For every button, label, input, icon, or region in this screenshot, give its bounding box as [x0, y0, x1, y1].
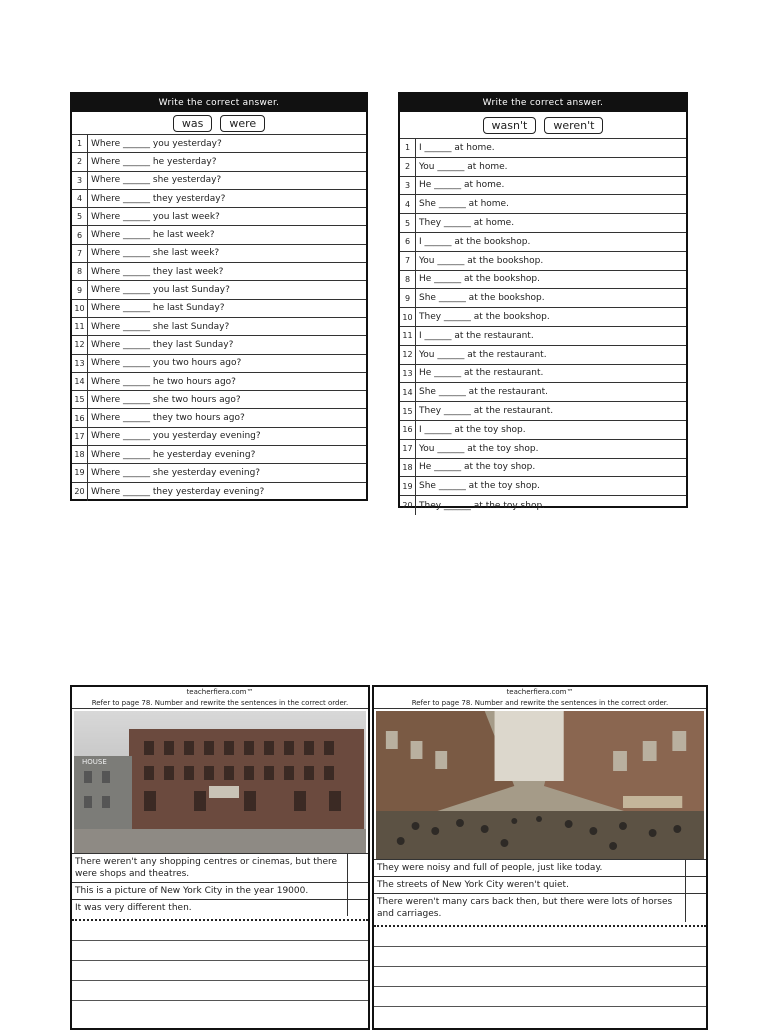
question-number: 1	[400, 139, 416, 157]
question-row	[72, 428, 366, 446]
sentence-row	[72, 882, 368, 899]
question-row	[72, 391, 366, 409]
question-text: Where ______ he last week?	[91, 230, 215, 241]
word-chip-were: were	[220, 115, 265, 132]
question-row	[400, 383, 686, 402]
question-list	[72, 135, 366, 501]
question-number: 3	[72, 172, 88, 189]
question-text: Where ______ you last week?	[91, 211, 220, 222]
sentence-text: The streets of New York City weren't quiet.	[377, 880, 569, 890]
question-row	[72, 483, 366, 501]
sentence-text: It was very different then.	[75, 903, 192, 913]
question-row	[400, 139, 686, 158]
sentence-list	[374, 859, 706, 922]
question-number: 8	[400, 271, 416, 289]
question-text: Where ______ she two hours ago?	[91, 394, 241, 405]
question-text: Where ______ they two hours ago?	[91, 413, 245, 424]
question-number: 18	[72, 446, 88, 463]
word-chip-werent: weren't	[544, 117, 603, 134]
house-sign: HOUSE	[82, 758, 107, 766]
question-row	[72, 208, 366, 226]
question-row	[72, 281, 366, 299]
site-name: teacherfiera.com™	[186, 688, 254, 696]
question-text: He ______ at home.	[419, 180, 505, 191]
question-number: 12	[72, 336, 88, 353]
question-text: Where ______ you two hours ago?	[91, 358, 242, 369]
question-number: 7	[400, 252, 416, 270]
question-number: 16	[72, 409, 88, 426]
question-text: She ______ at home.	[419, 199, 509, 210]
site-name: teacherfiera.com™	[506, 688, 574, 696]
question-number: 7	[72, 245, 88, 262]
question-row	[400, 421, 686, 440]
question-text: They ______ at the toy shop.	[419, 500, 546, 511]
question-row	[400, 158, 686, 177]
question-text: Where ______ they yesterday evening?	[91, 486, 265, 497]
question-row	[72, 336, 366, 354]
instruction: Refer to page 78. Number and rewrite the sentences in the correct order.	[374, 698, 706, 709]
number-answer-box[interactable]	[685, 860, 706, 876]
writing-lines	[374, 927, 706, 1007]
question-text: They ______ at home.	[419, 218, 515, 229]
question-number: 17	[72, 428, 88, 445]
question-list	[400, 139, 686, 515]
question-row	[72, 300, 366, 318]
question-number: 17	[400, 440, 416, 458]
question-number: 16	[400, 421, 416, 439]
question-number: 2	[72, 153, 88, 170]
question-row	[400, 365, 686, 384]
question-row	[72, 355, 366, 373]
sentence-list	[72, 853, 368, 916]
question-row	[72, 409, 366, 427]
word-choices	[400, 112, 686, 139]
question-row	[400, 459, 686, 478]
question-text: Where ______ she last week?	[91, 248, 220, 259]
word-chip-wasnt: wasn't	[483, 117, 537, 134]
question-row	[400, 477, 686, 496]
question-text: Where ______ she yesterday?	[91, 175, 222, 186]
sentence-text: They were noisy and full of people, just like today.	[377, 863, 603, 873]
question-text: Where ______ they last week?	[91, 266, 224, 277]
question-row	[400, 195, 686, 214]
question-text: Where ______ you yesterday?	[91, 138, 222, 149]
question-row	[400, 233, 686, 252]
question-number: 11	[72, 318, 88, 335]
question-number: 11	[400, 327, 416, 345]
question-number: 20	[400, 496, 416, 515]
sentence-text: There weren't any shopping centres or cinemas, but there were shops and theatres.	[75, 857, 338, 879]
question-row	[400, 327, 686, 346]
question-row	[72, 263, 366, 281]
question-number: 13	[400, 365, 416, 383]
question-text: They ______ at the bookshop.	[419, 312, 550, 323]
instruction: Refer to page 78. Number and rewrite the sentences in the correct order.	[72, 698, 368, 709]
question-text: Where ______ she yesterday evening?	[91, 467, 261, 478]
question-text: Where ______ he two hours ago?	[91, 376, 236, 387]
question-number: 10	[72, 300, 88, 317]
question-row	[400, 252, 686, 271]
worksheet-sentence-order-2	[372, 685, 708, 1030]
number-answer-box[interactable]	[347, 883, 368, 899]
worksheet-sentence-order-1	[70, 685, 370, 1030]
question-text: I ______ at the restaurant.	[419, 330, 534, 341]
question-text: He ______ at the restaurant.	[419, 368, 544, 379]
sentence-text: This is a picture of New York City in the year 19000.	[75, 886, 309, 896]
question-text: She ______ at the bookshop.	[419, 293, 545, 304]
question-number: 14	[72, 373, 88, 390]
question-text: I ______ at home.	[419, 142, 495, 153]
question-number: 19	[72, 464, 88, 481]
question-number: 4	[72, 190, 88, 207]
worksheet-header: Write the correct answer.	[72, 94, 366, 112]
number-answer-box[interactable]	[347, 900, 368, 916]
question-row	[72, 446, 366, 464]
word-chip-was: was	[173, 115, 212, 132]
question-number: 2	[400, 158, 416, 176]
question-number: 18	[400, 459, 416, 477]
number-answer-box[interactable]	[685, 894, 706, 922]
word-choices	[72, 112, 366, 135]
question-number: 8	[72, 263, 88, 280]
question-row	[400, 346, 686, 365]
question-text: You ______ at the toy shop.	[419, 443, 539, 454]
number-answer-box[interactable]	[347, 854, 368, 882]
question-row	[72, 190, 366, 208]
question-text: Where ______ they yesterday?	[91, 193, 226, 204]
busy-street-photo	[376, 711, 704, 859]
worksheet-was-were	[70, 92, 368, 501]
question-number: 4	[400, 195, 416, 213]
question-row	[400, 289, 686, 308]
question-row	[72, 245, 366, 263]
question-number: 20	[72, 483, 88, 501]
question-number: 19	[400, 477, 416, 495]
question-text: You ______ at home.	[419, 161, 508, 172]
question-row	[72, 172, 366, 190]
question-number: 14	[400, 383, 416, 401]
question-row	[400, 271, 686, 290]
writing-lines	[72, 921, 368, 1001]
question-row	[400, 177, 686, 196]
question-number: 10	[400, 308, 416, 326]
question-row	[72, 226, 366, 244]
question-text: Where ______ you last Sunday?	[91, 285, 230, 296]
question-text: He ______ at the bookshop.	[419, 274, 540, 285]
question-text: He ______ at the toy shop.	[419, 462, 536, 473]
sentence-row	[72, 899, 368, 916]
question-text: Where ______ they last Sunday?	[91, 339, 234, 350]
sentence-row	[374, 859, 706, 876]
question-number: 1	[72, 135, 88, 152]
question-number: 5	[400, 214, 416, 232]
question-text: Where ______ you yesterday evening?	[91, 431, 261, 442]
question-text: Where ______ he last Sunday?	[91, 303, 225, 314]
worksheet-header: Write the correct answer.	[400, 94, 686, 112]
sentence-row	[374, 876, 706, 893]
question-row	[72, 153, 366, 171]
question-text: She ______ at the restaurant.	[419, 387, 548, 398]
question-number: 9	[72, 281, 88, 298]
question-row	[400, 440, 686, 459]
old-building-photo	[74, 711, 366, 853]
question-text: I ______ at the bookshop.	[419, 236, 531, 247]
number-answer-box[interactable]	[685, 877, 706, 893]
sentence-row	[72, 853, 368, 882]
question-row	[400, 496, 686, 515]
question-row	[400, 402, 686, 421]
question-text: I ______ at the toy shop.	[419, 424, 526, 435]
question-text: You ______ at the restaurant.	[419, 349, 547, 360]
question-row	[72, 373, 366, 391]
question-text: She ______ at the toy shop.	[419, 481, 540, 492]
question-number: 15	[72, 391, 88, 408]
question-row	[400, 214, 686, 233]
question-text: Where ______ he yesterday evening?	[91, 449, 256, 460]
worksheet-wasnt-werent	[398, 92, 688, 511]
question-text: Where ______ he yesterday?	[91, 156, 217, 167]
question-number: 3	[400, 177, 416, 195]
question-row	[72, 464, 366, 482]
question-row	[400, 308, 686, 327]
question-text: You ______ at the bookshop.	[419, 255, 544, 266]
question-number: 9	[400, 289, 416, 307]
question-text: They ______ at the restaurant.	[419, 406, 554, 417]
sentence-text: There weren't many cars back then, but there were lots of horses and carriages.	[377, 897, 673, 919]
question-row	[72, 318, 366, 336]
question-number: 6	[72, 226, 88, 243]
question-number: 13	[72, 355, 88, 372]
question-number: 12	[400, 346, 416, 364]
question-number: 15	[400, 402, 416, 420]
question-number: 6	[400, 233, 416, 251]
sentence-row	[374, 893, 706, 922]
question-text: Where ______ she last Sunday?	[91, 321, 230, 332]
question-row	[72, 135, 366, 153]
question-number: 5	[72, 208, 88, 225]
